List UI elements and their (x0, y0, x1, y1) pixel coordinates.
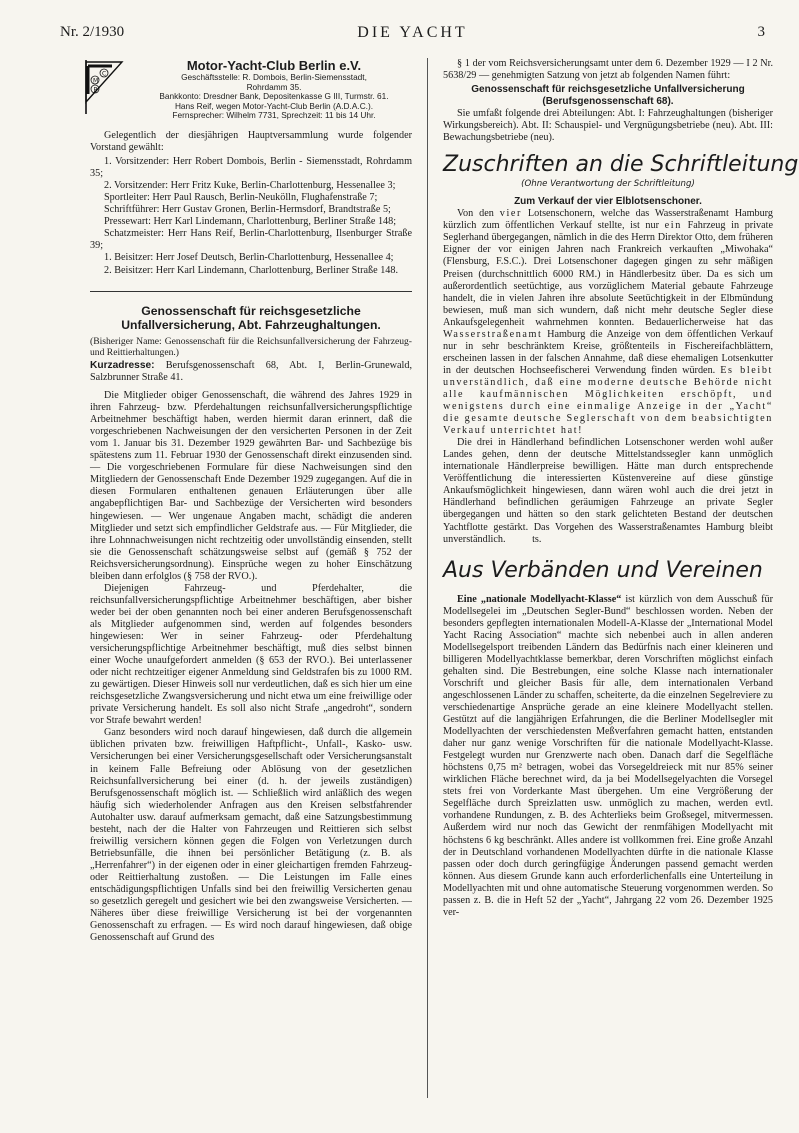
genossenschaft-paragraph: Diejenigen Fahrzeug- und Pferdehalter, die reichsunfallversicherungspflichtige Arbeitnehmer beschäftigen, aber bisher weder bei der oben genannten noch bei einer anderen Berufsgenossenschaft als Mitglieder aufgenommen sind, werden auf folgendes besonders hingewiesen: Wer in seiner Fahrzeug- oder Pferdehaltung versicherungspflichtige Arbeitnehmer beschäftigt, muß dies selbst binnen einer Woche unaufgefordert anmelden (§ 653 der RVO.). Bei unterlassener oder nicht rechtzeitiger eigener Anmeldung sind Geldstrafen bis zu 1000 RM. zu gewärtigen. Dieser Hinweis soll nur verdeutlichen, daß es sich hier um eine reichsgesetzliche Zwangsversicherung und nicht etwa um eine freiwillige oder private Versicherung handelt. Es soll also nicht Strafe „angedroht“, sondern vor Strafe bewahrt werden! (90, 582, 412, 727)
genossenschaft-departments: Sie umfaßt folgende drei Abteilungen: Abt. I: Fahrzeughaltungen (bisheriger Wirkungsbereich). Abt. II: Schauspiel- und Vergnügungsbetriebe (neu). Abt. III: Bewachungsbetriebe (neu). (443, 108, 773, 144)
right-column (443, 58, 799, 919)
page-number: 3 (757, 24, 765, 40)
svg-text:B: B (93, 86, 98, 94)
text-run: Lotsenschonern, welche das Wasserstraßenamt Hamburg kürzlich zum öffentlichen Verkauf stellte, ist nur (443, 208, 773, 232)
text-run: Fahrzeug in private Seglerhand übergegangen, nämlich in die des Herrn Direktor Otto, dem früheren Eigner der vor einigen Jahren nach Frankreich verkauften „Miwohaka“ (Flensburg, F.S.C.). Drei Lotsenschoner dagegen gingen zu sehr mäßigen Preisen (durchschnittlich 6000 RM.) in Händlerbesitz über. Da es sich um außerordentlich seetüchtige, aus vorzüglichem Material gebaute Fahrzeuge handelt, die in vielen Jahren ihre absolute Seetüchtigkeit in der Elbmündung bewiesen, muß man sich wundern, daß nicht mehr deutsche Segler diese Ankaufsgelegenheit wahrnehmen konnten. Bedauerlicherweise hat das (443, 220, 773, 328)
club-notice-header (90, 58, 412, 130)
club-title: Motor-Yacht-Club Berlin e.V. (186, 58, 362, 73)
magazine-title: DIE YACHT (357, 24, 468, 41)
genossenschaft-paragraph: Die Mitglieder obiger Genossenschaft, die während des Jahres 1929 in ihren Fahrzeug- bzw. Pferdehaltungen reichsunfallversicherungspflichtige Arbeitnehmer beschäftigt haben, werden hiermit daran erinnert, daß die vorgeschriebenen Nachweisungen der den versicherten Personen in der Zeit vom 1. Januar bis 31. Dezember 1929 gewährten Bar- und Sachbezüge bis spätestens zum 11. Februar 1930 der Genossenschaft direkt einzusenden sind. — Die vorgeschriebenen Formulare für diese Nachweisungen sind den Mitgliedern der Genossenschaft Ende Dezember 1929 zugegangen. Auf die in diesen Formularen enthaltenen genauen Erläuterungen über alle angabepflichtigen Bar- und Sachbezüge der Versicherten wird besonders hingewiesen. — Wer ungenaue Angaben macht, schädigt die anderen Mitglieder und setzt sich empfindlicher Geldstrafe aus. — Für Mitglieder, die ihre Lohnnachweisungen nicht rechtzeitig oder unvollständig einsenden, stellt sie die Genossenschaft schätzungsweise selbst auf (gemäß § 752 der Reichsversicherungsordnung). Einsprüche wegen zu hoher Einschätzung bleiben dann erfolglos (§ 758 der RVO.). (90, 390, 412, 582)
letter-title: Zum Verkauf der vier Elblotsenschoner. (514, 196, 702, 208)
officer-item: Pressewart: Herr Karl Lindemann, Charlottenburg, Berliner Straße 148; (104, 216, 397, 228)
associations-lead: Eine „nationale Modellyacht-Klasse“ (457, 593, 622, 605)
officer-item: Schatzmeister: Herr Hans Reif, Berlin-Charlottenburg, Ilsenburger Straße 39; (90, 228, 412, 252)
text-run-spaced: vier (499, 208, 523, 220)
text-run-spaced: Es bleibt unverständlich, daß eine moderne deutsche Behörde nicht alle kaufmännischen Möglichkeiten erschöpft, und wenigstens durch eine einmalige Anzeige in der „Yacht“ die gesamte deutsche Seglerschaft von dem beabsichtigten Verkauf unterrichtet hat! (443, 364, 773, 437)
club-intro: Gelegentlich der diesjährigen Hauptversammlung wurde folgender Vorstand gewählt: (90, 130, 412, 154)
letter-signature: ts. (532, 533, 542, 545)
short-address (90, 360, 412, 384)
former-name-note: (Bisheriger Name: Genossenschaft für die Reichsunfallversicherung der Fahrzeug- und Reittierhaltungen.) (90, 335, 412, 358)
officer-list (90, 156, 412, 276)
club-pennant-logo (82, 58, 124, 116)
column-divider (427, 58, 428, 1098)
text-run-spaced: ein (664, 220, 682, 232)
associations-heading: Aus Verbänden und Vereinen (443, 557, 763, 583)
genossenschaft-title: Genossenschaft für reichsgesetzliche Unfallversicherung, Abt. Fahrzeughaltungen. (121, 303, 381, 332)
svg-text:M: M (93, 77, 99, 85)
officer-item: 1. Vorsitzender: Herr Robert Dombois, Berlin - Siemensstadt, Rohrdamm 35; (90, 156, 412, 180)
letters-heading: Zuschriften an die Schriftleitung (443, 152, 799, 178)
text-run-spaced: Wasserstraßenamt (443, 328, 543, 340)
text-run: Die drei in Händlerhand befindlichen Lotsenschoner werden wohl außer Landes gehen, denn der deutsche Mittelstandssegler kann unmöglich internationale Händlerpreise bewilligen. Hätte man durch entsprechende Veröffentlichung die interessierten Küstenvereine auf diese günstige Ankaufsmöglichkeit hingewiesen, dann wären wohl auch die drei jetzt in Händlerhand befindlichen geräumigen Fahrzeuge an private Segler übergegangen und hätten so den stark gelichteten Bestand der deutschen Yachtflotte gestärkt. Das Vorgehen des Wasserstraßenamtes Hamburg bleibt unverständlich. (443, 437, 773, 545)
short-address-text: Berufsgenossenschaft 68, Abt. I, Berlin-Grunewald, Salzbrunner Straße 41. (90, 359, 412, 384)
running-head (60, 24, 765, 44)
issue-number: Nr. 2/1930 (60, 24, 125, 40)
officer-item: 1. Beisitzer: Herr Josef Deutsch, Berlin-Charlottenburg, Hessenallee 4; (104, 252, 394, 264)
text-run: Hamburg die Anzeige von dem öffentlichen Verkauf nur in sehr beschränktem Kreise, größtenteils in Fischereifachblättern, erscheinen lassen in der falschen Annahme, daß diese ehemaligen Lotsenkutter in der deutschen Hochseefischerei Verwendung finden würden. (443, 328, 773, 376)
club-phone: Fernsprecher: Wilhelm 7731, Sprechzeit: 11 bis 14 Uhr. (172, 110, 376, 121)
text-run: ist kürzlich von dem Ausschuß für Modellsegelei im „Deutschen Segler-Bund“ beschlossen worden. Neben der besonders gepflegten internationalen Modell-A-Klasse der „International Model Yacht Racing Association“ machte sich nebenbei auch in allen anderen Modellsegelsport treibenden Ländern das Bedürfnis nach einer kleineren und billigeren Modellyachtklasse bemerkbar, deren Vorschriften möglichst einfach gehalten sind. Die Bestrebungen, eine solche Klasse nach internationaler Vorschrift und gleicher Basis für alle, dem internationalen Verband angeschlossenen Länder zu schaffen, scheiterte, da die einzelnen Segelreviere zu verschiedenartige Ansprüche gerade an eine kleinere Modellyacht stellen. Gestützt auf die langjährigen Erfahrungen, die die Berliner Modellsegler mit Modellyachten der verschiedensten Meßverfahren gemacht hatten, entstanden daher nur ganz wenige Vorschriften für die nationale Modellyacht-Klasse. Festgelegt wurden nur Grenzwerte nach oben. Danach darf die Segelfläche höchstens 0,75 m² betragen, wobei das Vorsegeldreieck mit nur 85% seiner wirklichen Fläche berechnet wird, da ja bei Modellsegelyachten die Vorsegel stets frei von Vorderkante Mast übergehen. Um eine Vergrößerung der Segelfläche durch Spreizlatten usw. unmöglich zu machen, werden evtl. vorhandene Rundungen, z. B. des Achterlieks beim Großsegel, mitvermessen. Außerdem wird nur noch das Gewicht der renmfähigen Modellyacht mit höchstens 6 kg beschränkt. Alles andere ist vollkommen frei. Eine große Anzahl der in Deutschland vorhandenen Modellyachten dürfte in die nationale Klasse passen oder doch durch geringfügige Änderungen passend gemacht werden können. Aus diesem Grunde kann auch erforderlichenfalls eine Unterteilung in Modellyachten mit und ohne automatische Steuerung vorgenommen werden. So passen z. B. die in Heft 52 der „Yacht“, Jahrgang 22 vom 26. Dezember 1925 ver- (443, 593, 773, 918)
letter-paragraph (443, 437, 773, 545)
officer-item: Schriftführer: Herr Gustav Gronen, Berlin-Hermsdorf, Brandtstraße 5; (104, 204, 391, 216)
letters-subheading: (Ohne Verantwortung der Schriftleitung) (521, 179, 695, 190)
officer-item: 2. Beisitzer: Herr Karl Lindemann, Charlottenburg, Berliner Straße 148. (104, 264, 399, 276)
club-contact-block (136, 58, 412, 121)
club-bank: Bankkonto: Dresdner Bank, Depositenkasse G III, Turmstr. 61. (159, 91, 389, 102)
club-office-street: Rohrdamm 35. (246, 81, 302, 92)
left-column (90, 58, 412, 944)
associations-paragraph (443, 594, 773, 919)
new-association-name: Genossenschaft für reichsgesetzliche Unfallversicherung (Berufsgenossenschaft 68). (471, 84, 745, 108)
text-run: Von den (457, 208, 500, 220)
club-reif: Hans Reif, wegen Motor-Yacht-Club Berlin (A.D.A.C.). (174, 100, 374, 111)
short-address-label: Kurzadresse: (90, 359, 155, 371)
genossenschaft-paragraph: Ganz besonders wird noch darauf hingewiesen, daß durch die allgemein üblichen privaten bzw. freiwilligen Haftpflicht-, Unfall-, Kasko- usw. Versicherungen bei einer Versicherungsgesellschaft oder Versicherungsanstalt in keinem Falle Befreiung oder Ablösung von der gesetzlichen Reichsunfallversicherung bei einer (d. h. der jeweils zuständigen) Berufsgenossenschaft möglich ist. — Schließlich wird anläßlich des wegen häufig sich wiederholender Anfragen aus den Kreisen selbstfahrender Autohalter usw. darauf aufmerksam gemacht, daß eine Satzungsbestimmung besteht, nach der die Halter von Fahrzeugen und Reittieren sich selbst freiwillig versichern können gegen die Folgen von Verletzungen durch Betriebsunfälle, die ihnen bei persönlicher Betätigung (z. B. als „Herrenfahrer“) in der eigenen oder in einer gleichartigen fremden Fahrzeug- oder Reittierhaltung zustoßen. — Die Leistungen im Falle eines entschädigungspflichtigen Unfalls sind bei den freiwillig Versicherten genau so gesetzlich geregelt und gesichert wie bei den zwangsweise Versicherten. — Näheres über diese freiwillige Versicherung ist bei der vorgenannten Genossenschaft zu erfragen. — Es wird noch darauf hingewiesen, daß obige Genossenschaft auf Grund des (90, 727, 412, 944)
section-rule (90, 291, 412, 292)
officer-item: Sportleiter: Herr Paul Rausch, Berlin-Neukölln, Flughafenstraße 7; (104, 192, 378, 204)
genossenschaft-continuation: § 1 der vom Reichsversicherungsamt unter dem 6. Dezember 1929 — I 2 Nr. 5638/29 — genehmigten Satzung von jetzt ab folgenden Namen führt: (443, 58, 773, 82)
officer-item: 2. Vorsitzender: Herr Fritz Kuke, Berlin-Charlottenburg, Hessenallee 3; (104, 180, 396, 192)
letter-paragraph (443, 208, 773, 437)
svg-text:C: C (102, 70, 107, 78)
club-office: Geschäftsstelle: R. Dombois, Berlin-Siemensstadt, (181, 72, 367, 82)
